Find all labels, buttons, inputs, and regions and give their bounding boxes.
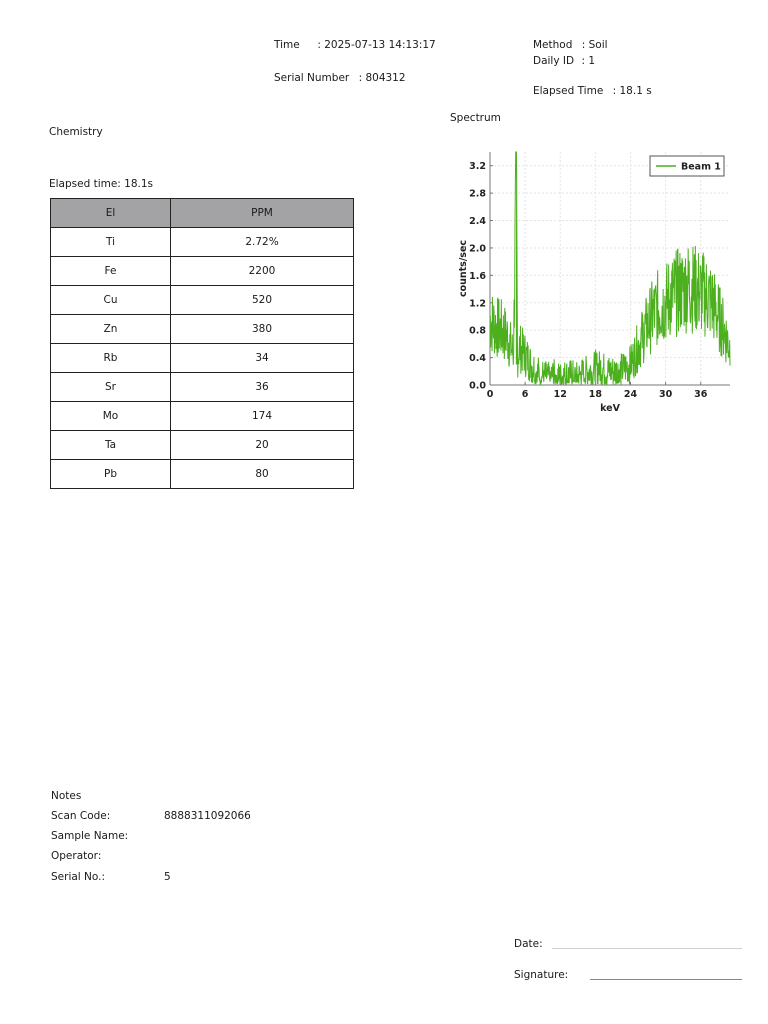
legend-label: Beam 1 [681, 161, 721, 173]
table-row [51, 431, 354, 460]
x-tick-label: 12 [553, 389, 567, 400]
y-tick-label: 2.4 [469, 216, 486, 228]
element-cell: Zn [51, 315, 171, 344]
ppm-cell: 520 [171, 286, 354, 315]
y-tick-label: 3.2 [469, 161, 486, 173]
x-tick-label: 30 [658, 389, 673, 400]
x-tick-label: 18 [588, 389, 602, 400]
signature-label: Signature: [514, 969, 569, 981]
ppm-cell: 34 [171, 344, 354, 373]
table-row [51, 228, 354, 257]
column-header-ppm: PPM [171, 199, 354, 228]
x-tick-label: 6 [521, 389, 529, 400]
elapsed-time-value: : 18.1 s [612, 85, 652, 97]
y-tick-label: 2.8 [469, 188, 486, 200]
y-tick-label: 0.4 [469, 353, 486, 365]
notes-title: Notes [51, 790, 82, 802]
chart-legend [650, 156, 724, 176]
serial-number-row [274, 72, 406, 84]
table-row [51, 344, 354, 373]
method-row [533, 39, 608, 51]
chemistry-elapsed: Elapsed time: 18.1s [49, 178, 154, 190]
x-tick-label: 24 [623, 389, 638, 400]
table-row [51, 402, 354, 431]
element-cell: Pb [51, 460, 171, 489]
method-label: Method [533, 39, 573, 51]
elapsed-time-label: Elapsed Time [533, 85, 604, 97]
elapsed-time-row [533, 85, 652, 97]
table-row [51, 257, 354, 286]
element-cell: Rb [51, 344, 171, 373]
table-row [51, 373, 354, 402]
scan-code-value: 8888311092066 [164, 810, 251, 822]
element-cell: Fe [51, 257, 171, 286]
chart-series [490, 152, 730, 385]
signature-line [590, 979, 742, 980]
table-header-row [51, 199, 354, 228]
element-cell: Ti [51, 228, 171, 257]
series-line-beam-1 [490, 152, 730, 385]
serial-no-value: 5 [164, 871, 171, 883]
ppm-cell: 2200 [171, 257, 354, 286]
table-row [51, 460, 354, 489]
serial-no-label: Serial No.: [51, 871, 106, 883]
daily-id-value: : 1 [581, 55, 595, 67]
ppm-cell: 20 [171, 431, 354, 460]
x-axis-label: keV [600, 403, 620, 414]
date-label: Date: [514, 938, 543, 950]
x-tick-label: 36 [694, 389, 708, 400]
ppm-cell: 174 [171, 402, 354, 431]
serial-number-label: Serial Number [274, 72, 350, 84]
element-cell: Mo [51, 402, 171, 431]
y-tick-label: 1.2 [469, 298, 486, 310]
ppm-cell: 380 [171, 315, 354, 344]
operator-label: Operator: [51, 850, 102, 862]
spectrum-title: Spectrum [450, 112, 501, 124]
y-tick-label: 1.6 [469, 270, 486, 282]
scan-code-label: Scan Code: [51, 810, 111, 822]
y-tick-label: 0.0 [469, 380, 486, 392]
ppm-cell: 2.72% [171, 228, 354, 257]
method-value: : Soil [581, 39, 608, 51]
chemistry-title: Chemistry [49, 126, 103, 138]
element-cell: Cu [51, 286, 171, 315]
time-value: : 2025-07-13 14:13:17 [317, 39, 436, 51]
spectrum-chart [450, 140, 740, 420]
time-label: Time [274, 39, 300, 51]
x-tick-label: 0 [486, 389, 494, 400]
element-cell: Ta [51, 431, 171, 460]
y-tick-label: 0.8 [469, 325, 486, 337]
time-row [274, 39, 436, 51]
y-axis-label: counts/sec [458, 239, 469, 298]
element-cell: Sr [51, 373, 171, 402]
table-row [51, 315, 354, 344]
table-row [51, 286, 354, 315]
ppm-cell: 36 [171, 373, 354, 402]
chemistry-table [50, 198, 354, 489]
serial-number-value: : 804312 [358, 72, 406, 84]
ppm-cell: 80 [171, 460, 354, 489]
sample-name-label: Sample Name: [51, 830, 129, 842]
y-tick-label: 2.0 [469, 243, 486, 255]
daily-id-row [533, 55, 595, 67]
column-header-element: El [51, 199, 171, 228]
date-line [552, 948, 742, 949]
daily-id-label: Daily ID [533, 55, 575, 67]
